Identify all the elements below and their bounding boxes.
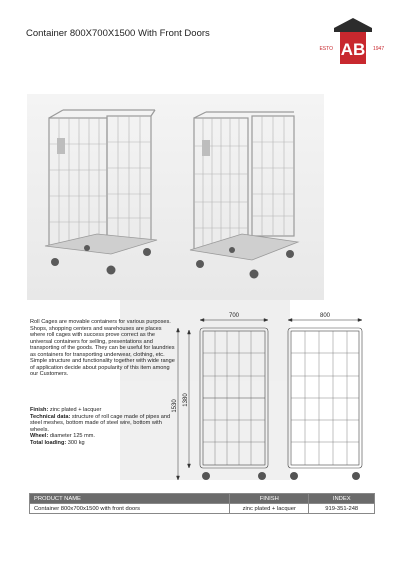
brand-logo bbox=[319, 16, 385, 68]
col-finish: FINISH bbox=[230, 494, 309, 504]
product-specs bbox=[30, 407, 180, 447]
spec-technical-data: Technical data: structure of roll cage made of pipes and steel meshes, bottom made of steel wire, bottom with wheels. bbox=[30, 413, 171, 433]
col-product-name: PRODUCT NAME bbox=[30, 494, 230, 504]
col-index: INDEX bbox=[309, 494, 375, 504]
cell-finish: zinc plated + lacquer bbox=[230, 504, 309, 514]
product-table bbox=[29, 493, 375, 514]
page-title: Container 800X700X1500 With Front Doors bbox=[26, 28, 210, 39]
spec-finish: Finish: zinc plated + lacquer bbox=[30, 407, 102, 413]
logo-right-text: 1947 bbox=[373, 46, 385, 52]
technical-drawing bbox=[172, 310, 382, 490]
cell-product-name: Container 800x700x1500 with front doors bbox=[30, 504, 230, 514]
dim-depth: 800 bbox=[319, 313, 331, 319]
logo-left-text: ESTO bbox=[319, 46, 333, 52]
dim-width: 700 bbox=[228, 313, 240, 319]
logo-letters: AB bbox=[340, 40, 366, 59]
spec-wheel: Wheel: diameter 125 mm. bbox=[30, 433, 95, 440]
product-photo-closed bbox=[27, 94, 173, 300]
product-description: Roll Cages are movable containers for various purposes. Shops, shopping centers and warehouses are places where roll cages with success prove correct as the universal containers for selling, presentations and transporting of the goods. They can be useful for laundries as containers for transporting underwear, clothing, etc. Simple structure and functionality together with wide range of application decide about popularity of this item among our Customers. bbox=[30, 319, 175, 377]
table-row bbox=[30, 504, 375, 514]
dim-height-total: 1530 bbox=[172, 399, 178, 413]
cell-index: 919-351-248 bbox=[309, 504, 375, 514]
dim-height-inner: 1380 bbox=[183, 393, 189, 407]
spec-total-loading: Total loading: 300 kg bbox=[30, 439, 85, 446]
product-photo-open bbox=[172, 94, 324, 300]
